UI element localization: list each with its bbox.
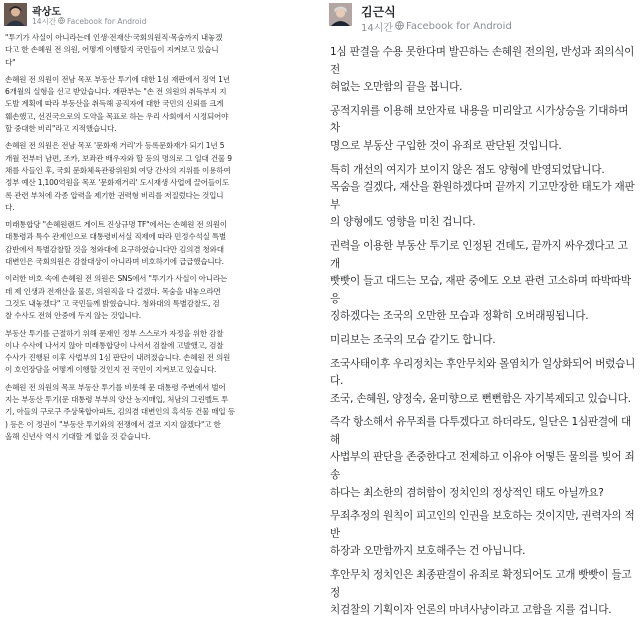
post-source: Facebook for Android — [67, 17, 147, 26]
post-header — [323, 0, 640, 34]
post-paragraph: 이러한 비호 속에 손혜원 전 의원은 SNS에서 "투기가 사실이 아니라는 데 제 인생과 전재산을 물론, 의원직을 다 걸겠다. 목숨을 내놓으라면 그것도 내놓겠다" 고 국민들께 밝혔습니다. 청와대의 특별감찰도, 검 찰 수사도 전혀 안중에 두지 않는 것입니다. — [5, 274, 228, 321]
post-time[interactable]: 14시간 — [361, 23, 394, 34]
post-paragraph: 공적지위를 이용해 보안자료 내용을 미리알고 시가상승을 기대하며 차 명으로 부동산 구입한 것이 유죄로 판단된 것입니다. — [330, 104, 629, 152]
avatar[interactable] — [329, 3, 352, 26]
globe-icon — [58, 17, 65, 26]
left-post — [0, 0, 317, 441]
post-time[interactable]: 14시간 — [32, 17, 57, 26]
post-paragraph: 후안무치 정치인은 최종판결이 유죄로 확정되어도 고개 빳빳이 들고 정 치검찰의 기획이자 언론의 마녀사냥이라고 고함을 지를 겁니다. — [330, 569, 632, 617]
post-meta — [361, 19, 512, 34]
post-paragraph: 1심 판결을 수용 못한다며 발끈하는 손혜원 전의원, 반성과 죄의식이 전 혀없는 오만함의 끝을 봅니다. — [330, 46, 635, 94]
post-header — [0, 0, 317, 34]
author-name[interactable]: 곽상도 — [32, 7, 61, 18]
post-paragraph: "투기가 사실이 아니라는데 인생·전재산·국회의원직·목숨까지 내놓겠 다고 한 손혜원 전 의원, 어떻게 이행할지 국민들이 지켜보고 있습니 다" — [5, 33, 223, 67]
avatar[interactable] — [4, 3, 27, 26]
post-paragraph: 권력을 이용한 부동산 투기로 인정된 건데도, 끝까지 싸우겠다고 고개 빳빳이 들고 대드는 모습, 재판 중에도 오보 관련 고소하며 따박따박 응 징하겠다는 조국의 오만한 모습과 정확히 오버래핑됩니다. — [330, 239, 631, 323]
post-body — [330, 44, 636, 626]
right-post — [323, 0, 640, 617]
post-paragraph: 즉각 항소해서 유무죄를 다투겠다고 하더라도, 일단은 1심판결에 대해 사법부의 판단을 존중한다고 전제하고 이유야 어떻든 물의를 빚어 죄송 하다는 최소한의 겸허함이 정치인의 정상적인 태도 아닐까요? — [330, 416, 635, 499]
profile-photo — [329, 3, 352, 26]
post-paragraph: 미래통합당 "손혜원랜드 게이트 진상규명 TF"에서는 손혜원 전 의원이 대통령과 특수 관계인으로 대통령비서실 직제에 따라 민정수석실 특별 감반에서 특별감찰할 것을 청와대에 요구하였습니다만 김의겸 청와대 대변인은 국회의원은 감찰대상이 아니라며 비호하기에 급급했습니다. — [5, 220, 227, 267]
profile-photo — [4, 3, 27, 26]
globe-icon — [395, 21, 404, 33]
post-paragraph: 부동산 투기를 근절하기 위해 문재인 정부 스스로가 자정을 위한 감찰 이나 수사에 나서지 않아 미래통합당이 나서서 검찰에 고발했고, 검찰 수사가 진행된 이후 사법부의 1심 판단이 내려졌습니다. 손혜원 전 의원 이 호언장담을 어떻게 이행할 것인지 전 국민이 지켜보고 있습니다. — [5, 328, 231, 375]
post-meta — [32, 16, 146, 27]
post-source: Facebook for Android — [406, 21, 512, 32]
post-paragraph: 손혜원 전 의원이 전남 목포 부동산 투기에 대한 1심 재판에서 징역 1년 6개월의 실형을 선고 받았습니다. 재판부는 "손 전 의원의 취득부지 지 도발 계획에 따라 부동산을 취득해 공직자에 대한 국민의 신뢰를 크게 훼손했고, 선진국으로의 도약을 목표로 하는 우리 사회에서 시정되어야 할 중대한 비리"라고 지적했습니다. — [5, 74, 230, 134]
post-paragraph: 손혜원 전 의원의 목포 부동산 투기를 비롯해 문 대통령 주변에서 벌어 지는 부동산 투기(문 대통령 부부의 양산 농지매입, 처남의 그린벨트 투 기, 아들의 구로구 주상복합아파트, 김의겸 대변인의 흑석동 건물 매입 등 ) 등은 이 정권이 "부동산 투기와의 전쟁에서 결코 지지 않겠다"고 한 올해 신년사 역시 기대할 게 없을 것 같습니다. — [5, 382, 235, 441]
post-paragraph: 손혜원 전 의원은 전남 목포 '문화재 거리'가 등록문화재가 되기 1년 5 개월 전부터 남편, 조카, 보좌관 배우자와 할 등의 명의로 그 일대 건물 9 채를 사들인 후, 국회 문화체육관광위원회 여당 간사의 지위를 이용하여 정부 예산 1,100억원을 목포 '문화재거리' 도시재생 사업에 끌어들이도 록 관련 부처에 각종 압력을 제기한 권력형 비리를 저질렀다는 것입니 다. — [5, 141, 232, 212]
post-paragraph: 미리보는 조국의 모습 같기도 합니다. — [330, 333, 496, 346]
author-name[interactable]: 김근식 — [361, 5, 396, 19]
post-paragraph: 무죄추정의 원칙이 피고인의 인권을 보호하는 것이지만, 권력자의 적반 하장과 오만함까지 보호해주는 건 아닙니다. — [330, 510, 635, 558]
post-paragraph: 조국사태이후 우리정치는 후안무치와 몰염치가 일상화되어 버렸습니 다. 조국, 손혜원, 양정숙, 윤미향으로 뻔뻔함은 자기복제되고 있습니다. — [330, 357, 636, 405]
post-paragraph: 특히 개선의 여지가 보이지 않은 점도 양형에 반영되었답니다. 목숨을 걸겠다, 재산을 환원하겠다며 끝까지 기고만장한 태도가 재판부 의 양형에도 영향을 미친 겁니다. — [330, 163, 635, 229]
post-body — [5, 32, 313, 448]
